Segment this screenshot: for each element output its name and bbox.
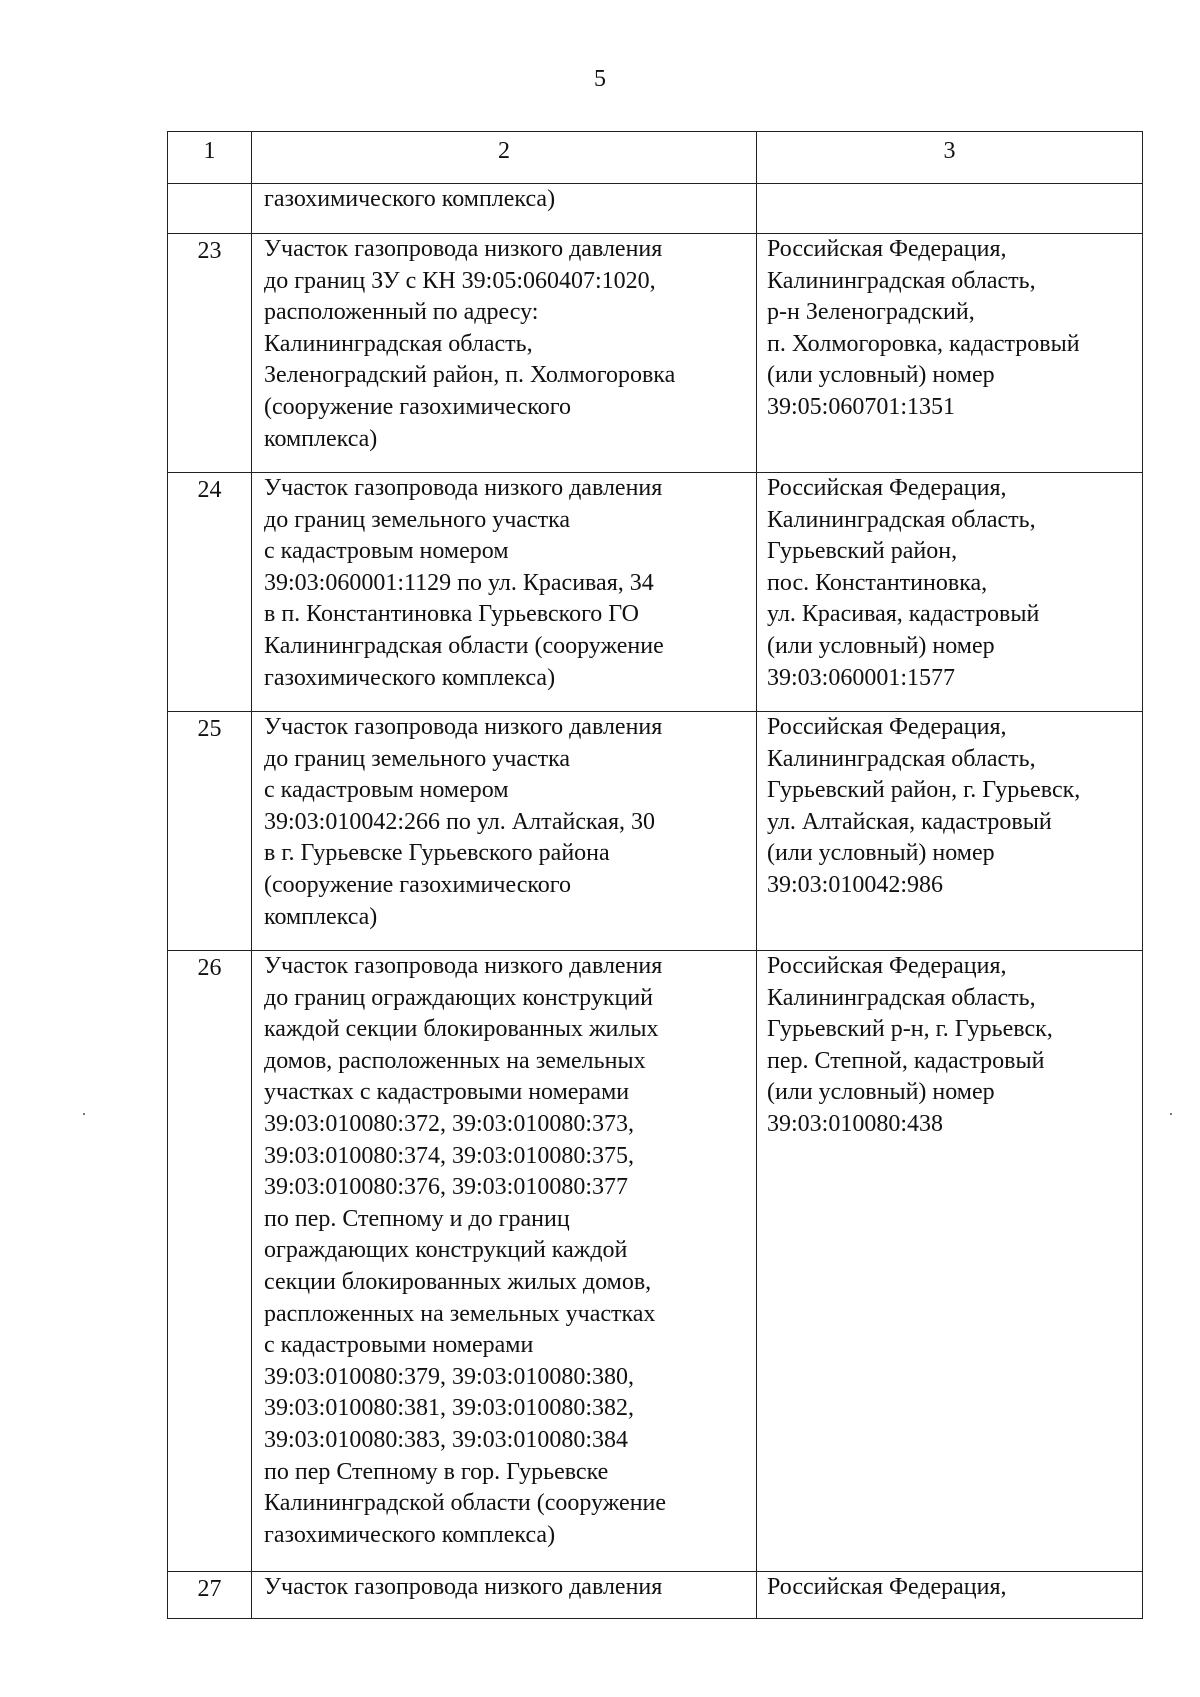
text-line: Российская Федерация,: [767, 1574, 1007, 1600]
table-row-27: [168, 1572, 1143, 1619]
text-line: 39:03:010080:376, 39:03:010080:377: [264, 1174, 629, 1201]
address-description: [757, 951, 1143, 1572]
object-description: [252, 712, 757, 951]
text-line: до границ ограждающих конструкций: [264, 984, 654, 1011]
text-line: Российская Федерация,: [767, 475, 1007, 501]
text-line: Калининградская область,: [767, 745, 1036, 772]
text-line: по пер Степному в гор. Гурьевске: [264, 1458, 609, 1485]
text-line: в г. Гурьевске Гурьевского района: [264, 840, 610, 867]
text-line: ограждающих конструкций каждой: [264, 1237, 628, 1264]
text-line: Российская Федерация,: [767, 236, 1007, 262]
text-line: с кадастровыми номерами: [264, 1332, 534, 1359]
text-line: Участок газопровода низкого давления: [264, 475, 663, 501]
text-line: Гурьевский р-н, г. Гурьевск,: [767, 1016, 1053, 1043]
text-line: распложенных на земельных участках: [264, 1300, 656, 1327]
text-line: Зеленоградский район, п. Холмогоровка: [264, 362, 676, 389]
text-line: по пер. Степному и до границ: [264, 1205, 570, 1232]
object-description: [252, 473, 757, 712]
text-line: Калининградская область,: [767, 267, 1036, 294]
address-description: [757, 1572, 1143, 1619]
text-line: секции блокированных жилых домов,: [264, 1268, 652, 1295]
text-line: ул. Красивая, кадастровый: [767, 601, 1040, 628]
text-line: пер. Степной, кадастровый: [767, 1047, 1045, 1074]
text-line: 39:03:010080:383, 39:03:010080:384: [264, 1426, 629, 1453]
row-number: 26: [168, 951, 252, 1572]
text-line: участках с кадастровыми номерами: [264, 1079, 630, 1106]
continuation-line: газохимического комплекса): [264, 186, 556, 212]
text-line: Участок газопровода низкого давления: [264, 236, 663, 262]
text-line: Калининградская область,: [767, 984, 1036, 1011]
text-line: Калининградская область,: [264, 330, 533, 357]
text-line: до границ ЗУ с КН 39:05:060407:1020,: [264, 267, 656, 294]
row-number: 24: [168, 473, 252, 712]
text-line: 39:03:010080:379, 39:03:010080:380,: [264, 1363, 635, 1390]
column-header-2: 2: [252, 132, 757, 184]
text-line: Участок газопровода низкого давления: [264, 953, 663, 979]
text-line: (сооружение газохимического: [264, 393, 572, 420]
text-line: (или условный) номер: [767, 632, 995, 659]
text-line: домов, расположенных на земельных: [264, 1047, 646, 1074]
scan-speck: [1170, 1113, 1172, 1115]
text-line: п. Холмогоровка, кадастровый: [767, 330, 1080, 357]
text-line: 39:05:060701:1351: [767, 393, 956, 420]
table-row-25: [168, 712, 1143, 951]
address-description: [757, 234, 1143, 473]
text-line: р-н Зеленоградский,: [767, 299, 975, 326]
text-line: Участок газопровода низкого давления: [264, 1574, 663, 1600]
text-line: (сооружение газохимического: [264, 871, 572, 898]
text-line: 39:03:010080:381, 39:03:010080:382,: [264, 1395, 635, 1422]
text-line: 39:03:010042:266 по ул. Алтайская, 30: [264, 808, 655, 835]
text-line: до границ земельного участка: [264, 506, 571, 533]
object-description: [252, 951, 757, 1572]
continuation-num-cell: [168, 184, 252, 234]
text-line: Российская Федерация,: [767, 714, 1007, 740]
row-number: 27: [168, 1572, 252, 1619]
text-line: комплекса): [264, 903, 378, 930]
text-line: каждой секции блокированных жилых: [264, 1016, 659, 1043]
text-line: Участок газопровода низкого давления: [264, 714, 663, 740]
table-row-26: [168, 951, 1143, 1572]
text-line: газохимического комплекса): [264, 664, 556, 691]
text-line: 39:03:010080:372, 39:03:010080:373,: [264, 1110, 635, 1137]
text-line: 39:03:010080:438: [767, 1110, 944, 1137]
registry-table: [167, 131, 1143, 1619]
text-line: с кадастровым номером: [264, 777, 509, 804]
text-line: Калининградская области (сооружение: [264, 632, 664, 659]
text-line: расположенный по адресу:: [264, 299, 539, 326]
table-row-23: [168, 234, 1143, 473]
address-description: [757, 473, 1143, 712]
text-line: ул. Алтайская, кадастровый: [767, 808, 1052, 835]
text-line: до границ земельного участка: [264, 745, 571, 772]
continuation-row: [168, 184, 1143, 234]
text-line: Гурьевский район,: [767, 538, 958, 565]
text-line: (или условный) номер: [767, 1079, 995, 1106]
column-header-3: 3: [757, 132, 1143, 184]
scan-speck: [83, 1113, 85, 1115]
continuation-address-cell: [757, 184, 1143, 234]
text-line: Калининградской области (сооружение: [264, 1490, 667, 1517]
column-header-1: 1: [168, 132, 252, 184]
text-line: 39:03:010080:374, 39:03:010080:375,: [264, 1142, 635, 1169]
text-line: (или условный) номер: [767, 840, 995, 867]
table-row-24: [168, 473, 1143, 712]
row-number: 25: [168, 712, 252, 951]
address-description: [757, 712, 1143, 951]
object-description: [252, 234, 757, 473]
text-line: Гурьевский район, г. Гурьевск,: [767, 777, 1081, 804]
continuation-object-cell: [252, 184, 757, 234]
text-line: (или условный) номер: [767, 362, 995, 389]
text-line: с кадастровым номером: [264, 538, 509, 565]
text-line: Калининградская область,: [767, 506, 1036, 533]
text-line: газохимического комплекса): [264, 1521, 556, 1548]
page-number: 5: [594, 66, 606, 92]
text-line: 39:03:010042:986: [767, 871, 944, 898]
text-line: Российская Федерация,: [767, 953, 1007, 979]
text-line: 39:03:060001:1129 по ул. Красивая, 34: [264, 569, 654, 596]
table-header-row: [168, 132, 1143, 184]
text-line: комплекса): [264, 425, 378, 452]
object-description: [252, 1572, 757, 1619]
text-line: в п. Константиновка Гурьевского ГО: [264, 601, 639, 628]
text-line: пос. Константиновка,: [767, 569, 988, 596]
text-line: 39:03:060001:1577: [767, 664, 956, 691]
row-number: 23: [168, 234, 252, 473]
